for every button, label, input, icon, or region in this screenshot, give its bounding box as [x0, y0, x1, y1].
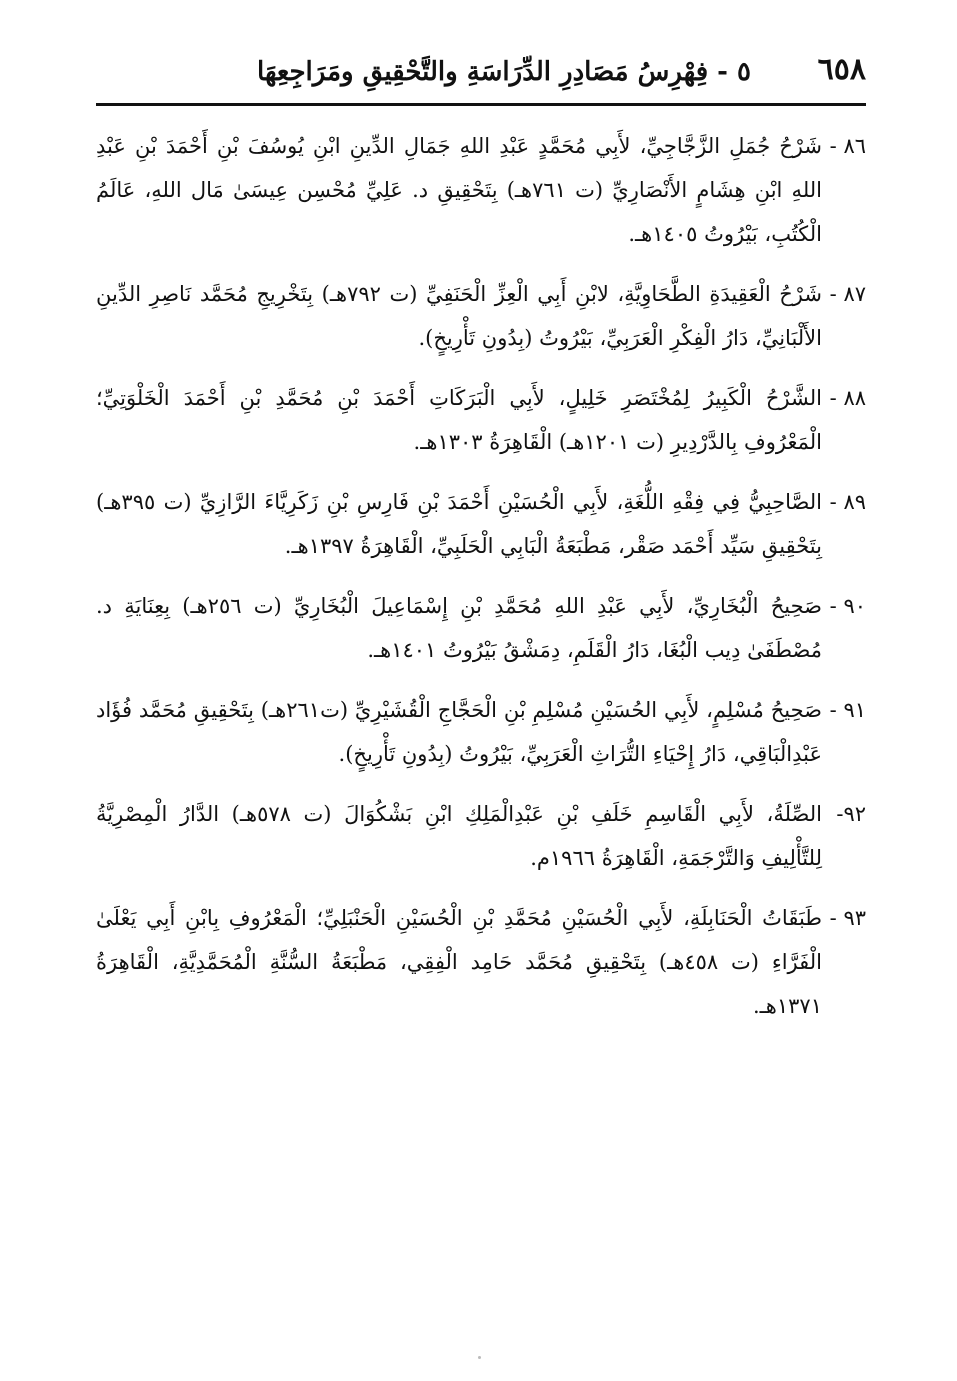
bibliography-entry [96, 896, 866, 1028]
bibliography-entry [96, 584, 866, 672]
entry-text: طَبَقَاتُ الْحَنَابِلَةِ، لأَبِي الْحُسَيْنِ مُحَمَّدِ بْنِ الْحُسَيْنِ الْحَنْبَلِيِّ؛ الْمَعْرُوفِ بِابْنِ أَبِي يَعْلَىٰ الْفَرَّاءِ (ت ٤٥٨هـ) بِتَحْقِيقِ مُحَمَّد حَامِد الْفِقِي، مَطْبَعَةُ السُّنَّةِ الْمُحَمَّدِيَّةِ، الْقَاهِرَةُ ١٣٧١هـ. [96, 906, 822, 1018]
entry-text: صَحِيحُ مُسْلِمٍ، لأَبِي الحُسَيْنِ مُسْلِمِ بْنِ الْحَجَّاجِ الْقُشَيْرِيِّ (ت٢٦١هـ) بِتَحْقِيقِ مُحَمَّد فُؤَاد عَبْدِالْبَاقِي، دَارُ إِحْيَاءِ التُّرَاثِ الْعَرَبِيِّ، بَيْرُوتُ (بِدُونِ تَأْرِيخٍ). [96, 698, 822, 766]
entry-text: الصِّلَةُ، لأَبِي الْقَاسِمِ خَلَفِ بْنِ عَبْدِالْمَلِكِ ابْنِ بَشْكُوَالَ (ت ٥٧٨هـ) الدَّارُ الْمِصْرِيَّةُ لِلتَّأْلِيفِ وَالتَّرْجَمَةِ، الْقَاهِرَةُ ١٩٦٦م. [96, 802, 822, 870]
entry-text: الصَّاحِبِيُّ فِي فِقْهِ اللُّغَةِ، لأَبِي الْحُسَيْنِ أَحْمَدَ بْنِ فَارِسِ بْنِ زَكَرِيَّاءَ الرَّازِيِّ (ت ٣٩٥هـ) بِتَحْقِيقِ سَيِّد أَحْمَد صَقْر، مَطْبَعَةُ الْبَابِي الْحَلَبِيِّ، الْقَاهِرَةُ ١٣٩٧هـ. [96, 490, 822, 558]
entry-text: الشَّرْحُ الْكَبِيرُ لِمُخْتَصَرِ خَلِيلٍ، لأَبِي الْبَرَكَاتِ أَحْمَدَ بْنِ مُحَمَّدِ بْنِ أَحْمَدَ الْخَلْوَتِيِّ؛ الْمَعْرُوفِ بِالدَّرْدِيرِ (ت ١٢٠١هـ) الْقَاهِرَةُ ١٣٠٣هـ. [96, 386, 822, 454]
running-header [96, 48, 866, 98]
entry-text: شَرْحُ جُمَلِ الزَّجَّاجِيِّ، لأَبِي مُحَمَّدٍ عَبْدِ اللهِ جَمَالِ الدِّينِ ابْنِ يُوسُفَ بْنِ أَحْمَدَ بْنِ عَبْدِ اللهِ ابْنِ هِشَامٍ الأَنْصَارِيِّ (ت ٧٦١هـ) بِتَحْقِيقِ د. عَلِيِّ مُحْسِن عِيسَىٰ مَال اللهِ، عَالَمُ الْكُتُبِ، بَيْرُوتُ ١٤٠٥هـ. [96, 134, 823, 246]
entry-number: ٩٣ - [829, 906, 866, 930]
bibliography-list [96, 124, 866, 1044]
entry-number: ٨٨ - [829, 386, 866, 410]
bibliography-entry [96, 124, 866, 256]
bibliography-entry [96, 792, 866, 880]
header-rule [96, 103, 866, 106]
bibliography-entry [96, 688, 866, 776]
bibliography-entry [96, 376, 866, 464]
entry-number: ٩٠ - [829, 594, 866, 618]
scan-speck [478, 1356, 481, 1359]
bibliography-entry [96, 272, 866, 360]
entry-number: ٨٦ - [829, 134, 866, 158]
entry-text: صَحِيحُ الْبُخَارِيِّ، لأَبِي عَبْدِ اللهِ مُحَمَّدِ بْنِ إِسْمَاعِيلَ الْبُخَارِيِّ (ت ٢٥٦هـ) بِعِنَايَةِ د. مُصْطَفَىٰ دِيب الْبُغَا، دَارُ الْقَلَمِ، دِمَشْقُ بَيْرُوتُ ١٤٠١هـ. [96, 594, 822, 662]
entry-text: شَرْحُ الْعَقِيدَةِ الطَّحَاوِيَّةِ، لابْنِ أَبِي الْعِزِّ الْحَنَفِيِّ (ت ٧٩٢هـ) بِتَخْرِيجِ مُحَمَّد نَاصِرِ الدِّينِ الأَلْبَانِيِّ، دَارُ الْفِكْرِ الْعَرَبِيِّ، بَيْرُوتُ (بِدُونِ تَأْرِيخٍ). [96, 282, 822, 350]
entry-number: ٩١ - [829, 698, 866, 722]
entry-number: ٨٧ - [829, 282, 866, 306]
bibliography-entry [96, 480, 866, 568]
page-number: ٦٥٨ [817, 52, 866, 87]
entry-number: ٨٩ - [829, 490, 866, 514]
entry-number: ٩٢- [836, 802, 866, 826]
header-title: ٥ - فِهْرِسُ مَصَادِرِ الدِّرَاسَةِ والتَّحْقِيقِ ومَرَاجِعِهَا [257, 57, 751, 87]
